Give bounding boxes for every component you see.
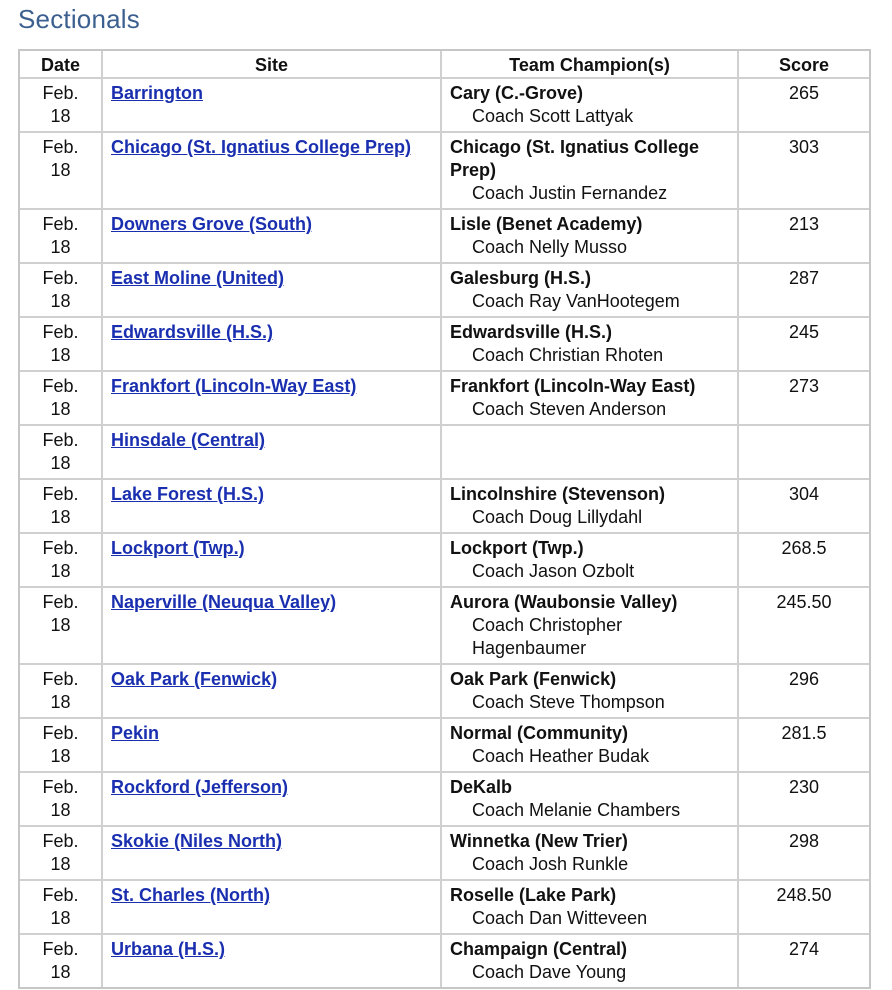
score-cell bbox=[739, 426, 869, 480]
site-cell bbox=[103, 264, 442, 318]
table-row bbox=[20, 372, 869, 426]
date-month: Feb. bbox=[42, 723, 79, 743]
site-cell bbox=[103, 719, 442, 773]
site-link[interactable]: Lake Forest (H.S.) bbox=[111, 484, 265, 504]
date-month: Feb. bbox=[42, 939, 79, 959]
coach-name: Coach Nelly Musso bbox=[472, 237, 628, 257]
table-row bbox=[20, 318, 869, 372]
site-link[interactable]: Edwardsville (H.S.) bbox=[111, 322, 274, 342]
score-cell: 245 bbox=[739, 318, 869, 372]
date-month: Feb. bbox=[42, 376, 79, 396]
score-cell: 268.5 bbox=[739, 534, 869, 588]
table-row bbox=[20, 133, 869, 210]
team-cell bbox=[442, 827, 739, 881]
coach-name: Coach Steven Anderson bbox=[472, 399, 667, 419]
coach-name: Coach Doug Lillydahl bbox=[472, 507, 643, 527]
date-cell bbox=[20, 372, 103, 426]
team-champion: Aurora (Waubonsie Valley) bbox=[450, 592, 678, 612]
team-champion: Lisle (Benet Academy) bbox=[450, 214, 643, 234]
date-day: 18 bbox=[50, 453, 71, 473]
table-header-row bbox=[20, 51, 869, 79]
date-day: 18 bbox=[50, 345, 71, 365]
date-day: 18 bbox=[50, 561, 71, 581]
site-link[interactable]: Hinsdale (Central) bbox=[111, 430, 266, 450]
team-champion: Cary (C.-Grove) bbox=[450, 83, 584, 103]
site-cell bbox=[103, 534, 442, 588]
team-cell bbox=[442, 588, 739, 665]
score-cell: 298 bbox=[739, 827, 869, 881]
score-cell: 230 bbox=[739, 773, 869, 827]
date-day: 18 bbox=[50, 399, 71, 419]
date-month: Feb. bbox=[42, 268, 79, 288]
site-link[interactable]: Rockford (Jefferson) bbox=[111, 777, 289, 797]
date-day: 18 bbox=[50, 291, 71, 311]
table-row bbox=[20, 264, 869, 318]
team-cell bbox=[442, 79, 739, 133]
coach-name: Coach Jason Ozbolt bbox=[472, 561, 635, 581]
date-day: 18 bbox=[50, 746, 71, 766]
table-row bbox=[20, 534, 869, 588]
date-cell bbox=[20, 773, 103, 827]
team-champion: Chicago (St. Ignatius College Prep) bbox=[450, 137, 700, 180]
date-day: 18 bbox=[50, 160, 71, 180]
team-champion: Champaign (Central) bbox=[450, 939, 628, 959]
column-header-date: Date bbox=[20, 51, 103, 79]
table-row bbox=[20, 426, 869, 480]
site-cell bbox=[103, 480, 442, 534]
site-cell bbox=[103, 827, 442, 881]
date-month: Feb. bbox=[42, 484, 79, 504]
score-cell: 248.50 bbox=[739, 881, 869, 935]
site-link[interactable]: East Moline (United) bbox=[111, 268, 285, 288]
date-cell bbox=[20, 665, 103, 719]
table-row bbox=[20, 588, 869, 665]
date-cell bbox=[20, 534, 103, 588]
team-champion: DeKalb bbox=[450, 777, 513, 797]
score-cell: 265 bbox=[739, 79, 869, 133]
date-month: Feb. bbox=[42, 831, 79, 851]
site-link[interactable]: Urbana (H.S.) bbox=[111, 939, 226, 959]
site-cell bbox=[103, 881, 442, 935]
team-champion: Edwardsville (H.S.) bbox=[450, 322, 613, 342]
site-cell bbox=[103, 426, 442, 480]
date-cell bbox=[20, 210, 103, 264]
coach-name: Coach Justin Fernandez bbox=[472, 183, 668, 203]
site-cell bbox=[103, 588, 442, 665]
date-day: 18 bbox=[50, 854, 71, 874]
date-day: 18 bbox=[50, 507, 71, 527]
score-cell: 281.5 bbox=[739, 719, 869, 773]
date-month: Feb. bbox=[42, 83, 79, 103]
date-day: 18 bbox=[50, 962, 71, 982]
table-row bbox=[20, 773, 869, 827]
date-month: Feb. bbox=[42, 137, 79, 157]
page-title: Sectionals bbox=[18, 4, 140, 34]
team-cell bbox=[442, 881, 739, 935]
site-cell bbox=[103, 935, 442, 987]
date-month: Feb. bbox=[42, 885, 79, 905]
team-cell bbox=[442, 773, 739, 827]
score-cell: 304 bbox=[739, 480, 869, 534]
date-cell bbox=[20, 318, 103, 372]
column-header-site: Site bbox=[103, 51, 442, 79]
date-day: 18 bbox=[50, 237, 71, 257]
team-cell bbox=[442, 318, 739, 372]
team-cell bbox=[442, 719, 739, 773]
coach-name: Coach Steve Thompson bbox=[472, 692, 665, 712]
site-link[interactable]: Barrington bbox=[111, 83, 203, 103]
score-cell: 273 bbox=[739, 372, 869, 426]
date-day: 18 bbox=[50, 106, 71, 126]
team-champion: Normal (Community) bbox=[450, 723, 629, 743]
coach-name: Coach Scott Lattyak bbox=[472, 106, 634, 126]
team-champion: Galesburg (H.S.) bbox=[450, 268, 592, 288]
date-month: Feb. bbox=[42, 214, 79, 234]
site-cell bbox=[103, 665, 442, 719]
table-row bbox=[20, 719, 869, 773]
team-cell bbox=[442, 665, 739, 719]
sectionals-table bbox=[18, 49, 871, 989]
date-cell bbox=[20, 480, 103, 534]
coach-name: Coach Josh Runkle bbox=[472, 854, 629, 874]
coach-name: Coach Melanie Chambers bbox=[472, 800, 681, 820]
team-cell bbox=[442, 264, 739, 318]
table-row bbox=[20, 79, 869, 133]
site-cell bbox=[103, 773, 442, 827]
date-day: 18 bbox=[50, 908, 71, 928]
table-row bbox=[20, 665, 869, 719]
coach-name: Coach Heather Budak bbox=[472, 746, 650, 766]
date-cell bbox=[20, 264, 103, 318]
table-row bbox=[20, 881, 869, 935]
table-row bbox=[20, 827, 869, 881]
column-header-score: Score bbox=[739, 51, 869, 79]
team-champion: Lockport (Twp.) bbox=[450, 538, 584, 558]
site-cell bbox=[103, 133, 442, 210]
date-cell bbox=[20, 827, 103, 881]
site-link[interactable]: Lockport (Twp.) bbox=[111, 538, 245, 558]
site-link[interactable]: Chicago (St. Ignatius College Prep) bbox=[111, 137, 412, 157]
site-link[interactable]: Downers Grove (South) bbox=[111, 214, 313, 234]
site-cell bbox=[103, 372, 442, 426]
score-cell: 245.50 bbox=[739, 588, 869, 665]
team-cell bbox=[442, 480, 739, 534]
team-champion: Roselle (Lake Park) bbox=[450, 885, 617, 905]
team-champion: Frankfort (Lincoln-Way East) bbox=[450, 376, 696, 396]
score-cell: 303 bbox=[739, 133, 869, 210]
site-cell bbox=[103, 210, 442, 264]
coach-name: Coach Christopher Hagenbaumer bbox=[472, 615, 623, 658]
site-link[interactable]: Frankfort (Lincoln-Way East) bbox=[111, 376, 357, 396]
score-cell: 296 bbox=[739, 665, 869, 719]
site-link[interactable]: Oak Park (Fenwick) bbox=[111, 669, 278, 689]
date-cell bbox=[20, 935, 103, 987]
team-cell bbox=[442, 935, 739, 987]
date-cell bbox=[20, 79, 103, 133]
team-champion: Winnetka (New Trier) bbox=[450, 831, 628, 851]
date-cell bbox=[20, 588, 103, 665]
date-month: Feb. bbox=[42, 592, 79, 612]
coach-name: Coach Dave Young bbox=[472, 962, 627, 982]
coach-name: Coach Ray VanHootegem bbox=[472, 291, 680, 311]
score-cell: 287 bbox=[739, 264, 869, 318]
site-cell bbox=[103, 79, 442, 133]
team-cell bbox=[442, 372, 739, 426]
date-month: Feb. bbox=[42, 777, 79, 797]
site-link[interactable]: St. Charles (North) bbox=[111, 885, 271, 905]
column-header-team: Team Champion(s) bbox=[442, 51, 739, 79]
date-cell bbox=[20, 426, 103, 480]
date-month: Feb. bbox=[42, 669, 79, 689]
date-day: 18 bbox=[50, 615, 71, 635]
site-link[interactable]: Naperville (Neuqua Valley) bbox=[111, 592, 337, 612]
date-cell bbox=[20, 133, 103, 210]
team-cell bbox=[442, 426, 739, 480]
team-cell bbox=[442, 210, 739, 264]
site-cell bbox=[103, 318, 442, 372]
coach-name: Coach Dan Witteveen bbox=[472, 908, 648, 928]
site-link[interactable]: Skokie (Niles North) bbox=[111, 831, 283, 851]
score-cell: 274 bbox=[788, 939, 820, 959]
date-day: 18 bbox=[50, 692, 71, 712]
team-champion: Lincolnshire (Stevenson) bbox=[450, 484, 666, 504]
date-day: 18 bbox=[50, 800, 71, 820]
date-month: Feb. bbox=[42, 538, 79, 558]
date-cell bbox=[20, 719, 103, 773]
team-cell bbox=[442, 133, 739, 210]
date-month: Feb. bbox=[42, 322, 79, 342]
team-cell bbox=[442, 534, 739, 588]
table-row bbox=[20, 480, 869, 534]
team-champion: Oak Park (Fenwick) bbox=[450, 669, 617, 689]
date-cell bbox=[20, 881, 103, 935]
score-cell: 213 bbox=[739, 210, 869, 264]
table-row bbox=[20, 210, 869, 264]
table-row bbox=[20, 935, 869, 987]
date-month: Feb. bbox=[42, 430, 79, 450]
coach-name: Coach Christian Rhoten bbox=[472, 345, 664, 365]
site-link[interactable]: Pekin bbox=[111, 723, 160, 743]
